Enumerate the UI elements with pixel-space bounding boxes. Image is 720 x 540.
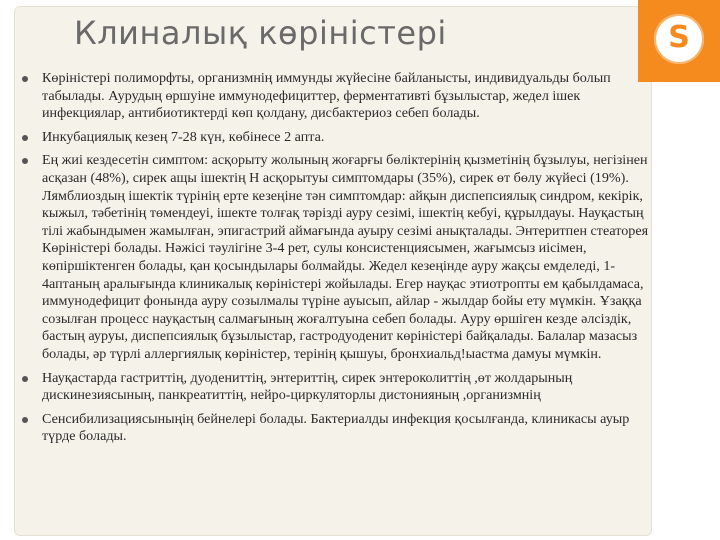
bullet-item [20,152,665,363]
bullet-item [20,411,665,446]
bullet-text: Ең жиі кездесетін симптом: асқорыту жолының жоғарғы бөліктерінің қызметінің бұзылуы, негізінен асқазан (48%), сирек ащы ішектің Н асқорытуы симптомдары (35%), сирек өт бөлу жүйесі (19%). Лямблиоздың ішектік түрінің ерте кезеңіне тән симптомдар: айқын диспепсиялық синдром, кекірік, кыжыл, тәбетінің төмендеуі, ішекте толғақ тәрізді ауру сезімі, ішектің кебуі, құрылдауы. Науқастың тілі жабындымен жамылған, эпигастрий аймағында ауыру сезімі анықталады. Энтеритпен стеаторея Көріністері болады. Нәжісі тәулігіне 3-4 рет, сулы консистенциясымен, жағымсыз иісімен, көпіршіктенген болады, қан қосындылары болмайды. Жедел кезеңінде ауру жақсы емделеді, 1-4аптаның аралығында клиникалық көріністері жойылады. Егер науқас этиотропты ем қабылдамаса, иммунодефицит фонында ауру созылмалы түріне ауысып, айлар - жылдар бойы ету мүмкін. Ұзаққа созылған процесс науқастың салмағының жоғалтуына себеп болады. Ауру өршіген кезде әлсіздік, бастың ауруы, диспепсиялық бұзылыстар, гастродуоденит көріністері байқалады. Балалар мазасыз болады, әр түрлі аллергиялық көріністер, терінің қышуы, бронхиальд!ыастма дамуы мүмкін. [42,152,649,362]
bullet-item [20,129,665,147]
bullet-icon [22,135,28,141]
logo-icon [654,14,704,64]
bullet-text: Көріністері полиморфты, организмнің иммунды жүйесіне байланысты, индивидуальды болып табылады. Аурудың өршуіне иммунодефициттер, ферментативті бұзылыстар, жедел ішек инфекциялар, антибиотиктерді көп қолдану, дисбактериоз себеп болады. [42,70,611,122]
bullet-icon [22,376,28,382]
bullet-icon [22,76,28,82]
bullet-text: Инкубациялық кезең 7-28 күн, көбінесе 2 апта. [42,128,325,145]
bullet-list [20,70,665,452]
bullet-icon [22,158,28,164]
bullet-icon [22,417,28,423]
bullet-item [20,70,665,123]
slide-title: Клиналық көріністері [74,14,447,52]
bullet-text: Сенсибилизациясыныңің бейнелері болады. Бактериалды инфекция қосылғанда, клиникасы ауыр түрде болады. [42,410,630,445]
bullet-item [20,370,665,405]
logo-glyph: S [668,20,690,55]
bullet-text: Науқастарда гастриттің, дуодениттің, энтериттің, сирек энтероколиттің ,өт жолдарының дискинезиясының, панкреатиттің, нейро-циркуляторлы дистонияның ,организмнің [42,369,573,404]
